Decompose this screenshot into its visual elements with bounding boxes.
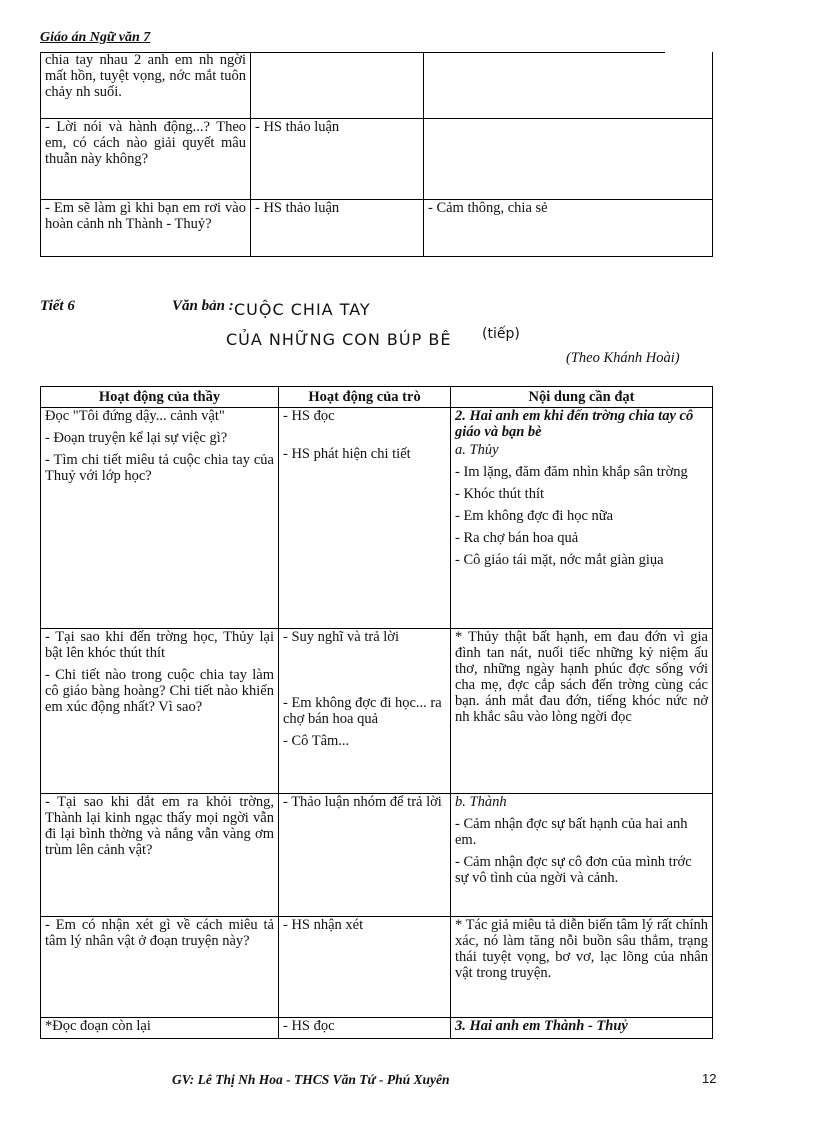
student-cell: - HS nhận xét xyxy=(279,917,451,1018)
column-header-student: Hoạt động của trò xyxy=(279,387,451,408)
table-row xyxy=(41,917,713,1018)
content-cell: * Thủy thật bất hạnh, em đau đớn vì gia đình tan nát, nuối tiếc những kỷ niệm ấu thơ, những ngày hạnh phúc đợc sống với cha mẹ, đợc cắp sách đến trờng cùng các bạn. ánh mắt đau đớn, tiếng khóc nức nở nh khắc sâu vào lòng ngời đọc xyxy=(451,629,713,794)
content-cell xyxy=(451,1018,713,1039)
student-cell: - HS đọc - HS phát hiện chi tiết xyxy=(279,408,451,629)
page-number: 12 xyxy=(702,1071,717,1086)
table-row xyxy=(41,119,713,200)
lesson-number: Tiết 6 xyxy=(40,298,75,314)
continued-table xyxy=(40,52,713,257)
subsection-heading: b. Thành xyxy=(455,794,507,810)
continued-label: (tiếp) xyxy=(482,326,520,342)
teacher-cell: - Em sẽ làm gì khi bạn em rơi vào hoàn cảnh nh Thành - Thuỷ? xyxy=(41,200,251,257)
lesson-table xyxy=(40,386,713,1039)
teacher-cell: - Tại sao khi đến trờng học, Thủy lại bật lên khóc thút thít - Chi tiết nào trong cuộc chia tay làm cô giáo bàng hoàng? Chi tiết nào khiến em xúc động nhất? Vì sao? xyxy=(41,629,279,794)
text-label: Văn bản : xyxy=(172,298,234,314)
lesson-title-line1: CUỘC CHIA TAY xyxy=(234,300,371,319)
table-row xyxy=(41,629,713,794)
teacher-cell: - Em có nhận xét gì về cách miêu tả tâm lý nhân vật ở đoạn truyện này? xyxy=(41,917,279,1018)
content-cell: 2. Hai anh em khi đến trờng chia tay cô giáo và bạn bè a. Thủy - Im lặng, đăm đăm nhìn khắp sân trờng - Khóc thút thít - Em không đợc đi học nữa - Ra chợ bán hoa quả - Cô giáo tái mặt, nớc mắt giàn giụa xyxy=(451,408,713,629)
teacher-cell: Đọc "Tôi đứng dậy... cảnh vật" - Đoạn truyện kể lại sự việc gì? - Tìm chi tiết miêu tả cuộc chia tay của Thuỷ với lớp học? xyxy=(41,408,279,629)
table-row xyxy=(41,794,713,917)
table-row xyxy=(41,1018,713,1039)
content-cell xyxy=(424,119,713,200)
footer-author: GV: Lê Thị Nh Hoa - THCS Văn Tứ - Phú Xuyên xyxy=(172,1072,450,1087)
student-cell xyxy=(251,52,424,119)
content-cell: * Tác giả miêu tả diễn biến tâm lý rất chính xác, nó làm tăng nỗi buồn sâu thẳm, trạng thái tuyệt vọng, bơ vơ, lạc lõng của nhân vật trong truyện. xyxy=(451,917,713,1018)
subsection-heading: a. Thủy xyxy=(455,442,499,458)
content-cell: - Cảm thông, chia sẻ xyxy=(424,200,713,257)
student-cell: - Thảo luận nhóm để trả lời xyxy=(279,794,451,917)
table-header-row xyxy=(41,387,713,408)
header-rule xyxy=(40,52,665,53)
student-cell: - HS thảo luận xyxy=(251,119,424,200)
table-row xyxy=(41,200,713,257)
student-cell: - Suy nghĩ và trả lời - Em không đợc đi học... ra chợ bán hoa quả - Cô Tâm... xyxy=(279,629,451,794)
teacher-cell: - Tại sao khi dắt em ra khỏi trờng, Thành lại kinh ngạc thấy mọi ngời vẫn đi lại bình thờng và nắng vẫn vàng ơm trùm lên cảnh vật? xyxy=(41,794,279,917)
section-heading: 3. Hai anh em Thành - Thuỷ xyxy=(455,1018,628,1034)
teacher-cell: chia tay nhau 2 anh em nh ngời mất hồn, tuyệt vọng, nớc mắt tuôn chảy nh suối. xyxy=(41,52,251,119)
table-row xyxy=(41,52,713,119)
section-heading: 2. Hai anh em khi đến trờng chia tay cô giáo và bạn bè xyxy=(455,408,694,440)
student-cell: - HS đọc xyxy=(279,1018,451,1039)
content-cell: b. Thành - Cảm nhận đợc sự bất hạnh của hai anh em. - Cảm nhận đợc sự cô đơn của mình trớc sự vô tình của ngời và cảnh. xyxy=(451,794,713,917)
column-header-teacher: Hoạt động của thầy xyxy=(41,387,279,408)
content-cell xyxy=(424,52,713,119)
document-header: Giáo án Ngữ văn 7 xyxy=(40,30,151,45)
teacher-cell: - Lời nói và hành động...? Theo em, có cách nào giải quyết mâu thuẫn này không? xyxy=(41,119,251,200)
lesson-source: (Theo Khánh Hoài) xyxy=(566,350,680,366)
lesson-title-line2: CỦA NHỮNG CON BÚP BÊ xyxy=(226,330,452,349)
column-header-content: Nội dung cần đạt xyxy=(451,387,713,408)
student-cell: - HS thảo luận xyxy=(251,200,424,257)
teacher-cell: *Đọc đoạn còn lại xyxy=(41,1018,279,1039)
table-row xyxy=(41,408,713,629)
